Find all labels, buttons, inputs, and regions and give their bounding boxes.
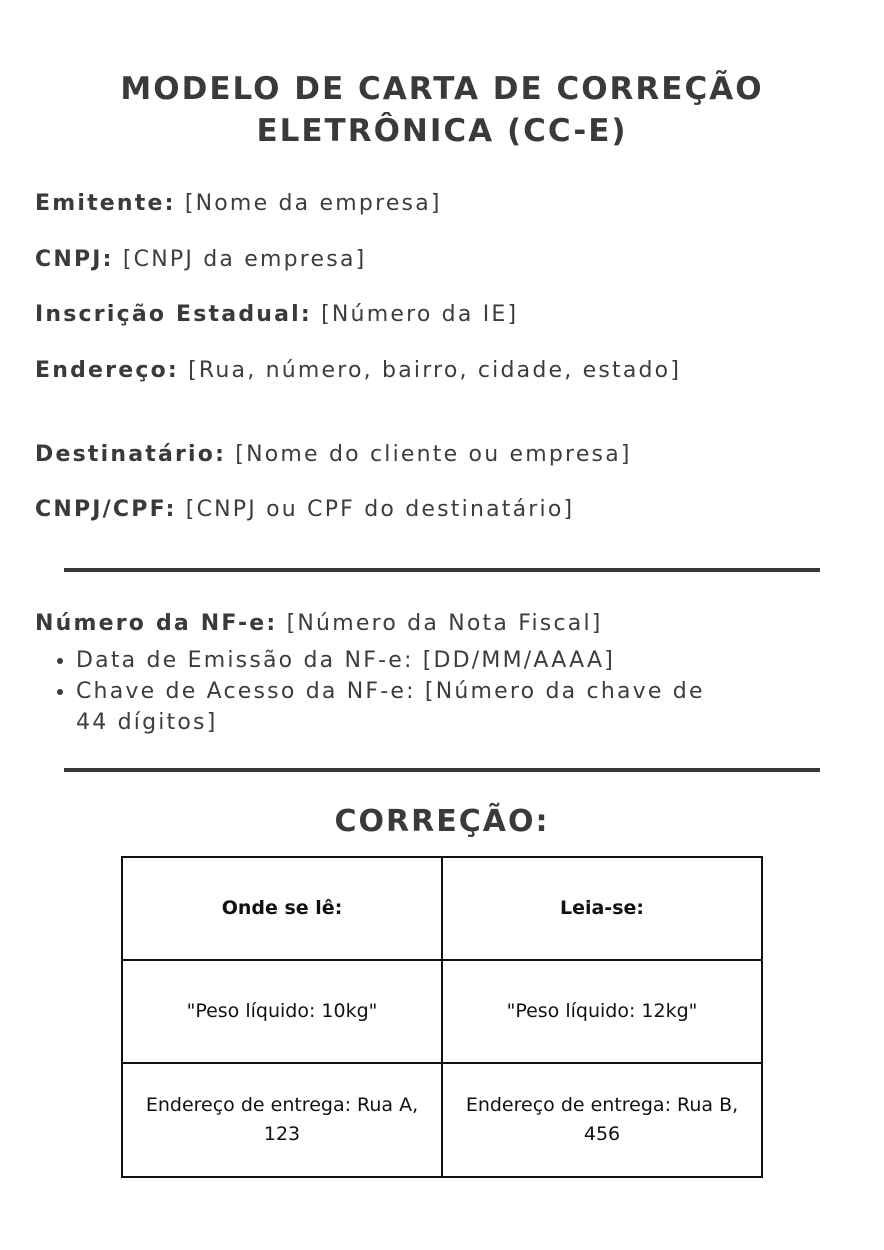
nfe-details-list bbox=[48, 645, 736, 738]
table-row bbox=[122, 1063, 762, 1177]
field-destinatario-value: [Nome do cliente ou empresa] bbox=[226, 442, 632, 467]
header-onde-se-le: Onde se lê: bbox=[122, 857, 442, 960]
divider-2 bbox=[64, 768, 820, 772]
list-item-data-emissao: • Data de Emissão da NF-e: [DD/MM/AAAA] bbox=[76, 645, 736, 676]
field-numero-nfe-value: [Número da Nota Fiscal] bbox=[277, 611, 603, 636]
header-leia-se: Leia-se: bbox=[442, 857, 762, 960]
document-title-line-2: ELETRÔNICA (CC-E) bbox=[256, 113, 628, 149]
field-destinatario bbox=[35, 442, 632, 467]
field-emitente-label: Emitente: bbox=[35, 191, 176, 216]
field-destinatario-label: Destinatário: bbox=[35, 442, 227, 467]
field-cnpj-cpf-value: [CNPJ ou CPF do destinatário] bbox=[176, 497, 575, 522]
cell-leia-se: Endereço de entrega: Rua B, 456 bbox=[442, 1063, 762, 1177]
field-endereco bbox=[35, 358, 681, 383]
field-inscricao-estadual bbox=[35, 302, 518, 327]
cell-onde-se-le: Endereço de entrega: Rua A, 123 bbox=[122, 1063, 442, 1177]
divider-1 bbox=[64, 568, 820, 572]
field-cnpj bbox=[35, 247, 366, 272]
table-header-row bbox=[122, 857, 762, 960]
field-cnpj-value: [CNPJ da empresa] bbox=[113, 247, 367, 272]
field-endereco-label: Endereço: bbox=[35, 358, 179, 383]
list-item-chave-acesso: • Chave de Acesso da NF-e: [Número da chave de 44 dígitos] bbox=[76, 676, 736, 738]
table-row bbox=[122, 960, 762, 1063]
field-cnpj-label: CNPJ: bbox=[35, 247, 114, 272]
field-numero-nfe-label: Número da NF-e: bbox=[35, 611, 278, 636]
field-emitente-value: [Nome da empresa] bbox=[175, 191, 442, 216]
cell-leia-se: "Peso líquido: 12kg" bbox=[442, 960, 762, 1063]
cell-onde-se-le: "Peso líquido: 10kg" bbox=[122, 960, 442, 1063]
field-cnpj-cpf-label: CNPJ/CPF: bbox=[35, 497, 177, 522]
field-numero-nfe bbox=[35, 611, 603, 636]
field-cnpj-cpf bbox=[35, 497, 574, 522]
field-endereco-value: [Rua, número, bairro, cidade, estado] bbox=[178, 358, 682, 383]
document-title bbox=[0, 68, 884, 152]
field-inscricao-estadual-label: Inscrição Estadual: bbox=[35, 302, 312, 327]
correcao-table bbox=[121, 856, 763, 1178]
field-emitente bbox=[35, 191, 442, 216]
field-inscricao-estadual-value: [Número da IE] bbox=[311, 302, 519, 327]
document-title-line-1: MODELO DE CARTA DE CORREÇÃO bbox=[120, 71, 764, 107]
correcao-title: CORREÇÃO: bbox=[334, 804, 550, 839]
